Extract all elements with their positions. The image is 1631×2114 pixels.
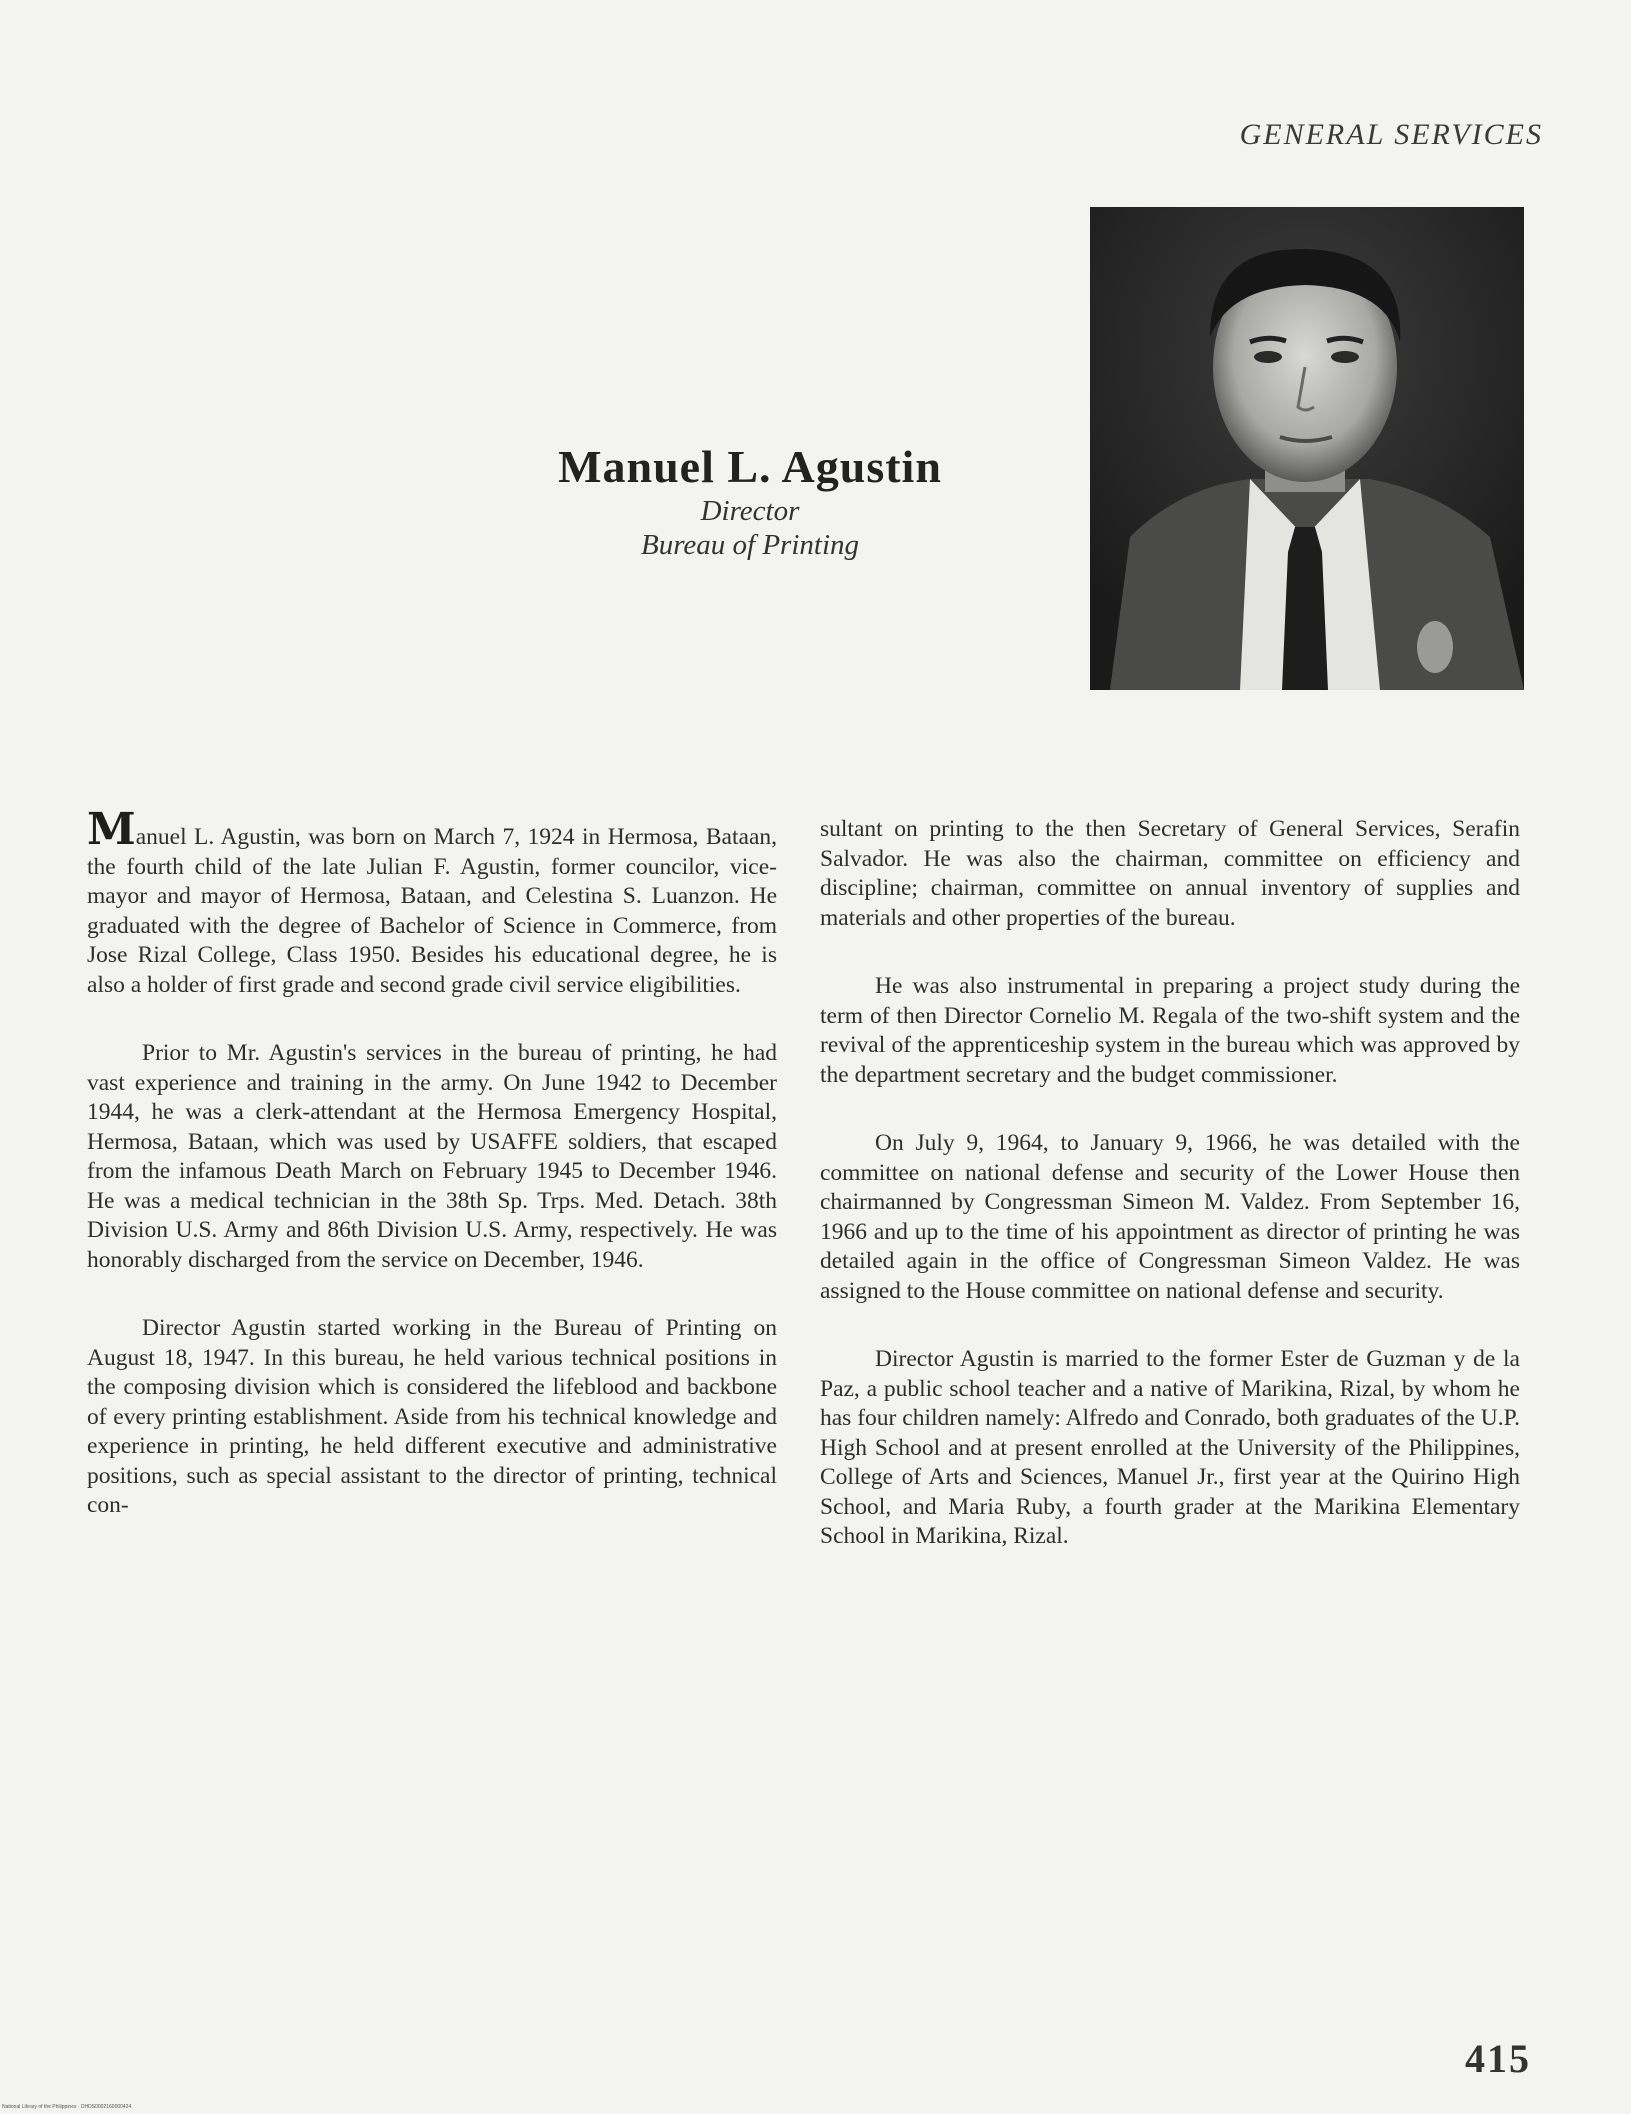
paragraph: On July 9, 1964, to January 9, 1966, he was detailed with the committee on national defense and security of the Lower House then chairmanned by Congressman Simeon M. Valdez. From September 16, 1966 and up to the time of his appointment as director of printing he was detailed again in the office of Congressman Simeon Valdez. He was assigned to the House committee on national defense and security. [820,1130,1520,1304]
paragraph: Prior to Mr. Agustin's services in the bureau of printing, he had vast experience and training in the army. On June 1942 to December 1944, he was a clerk-attendant at the Hermosa Emergency Hospital, Hermosa, Bataan, which was used by USAFFE soldiers, that escaped from the infamous Death March on February 1945 to December 1946. He was a medical technician in the 38th Sp. Trps. Med. Detach. 38th Division U.S. Army and 86th Division U.S. Army, respectively. He was honorably discharged from the service on December, 1946. [87,1040,777,1273]
section-header: GENERAL SERVICES [1239,118,1543,151]
portrait-photo [1090,207,1524,690]
paragraph: Director Agustin is married to the former Ester de Guzman y de la Paz, a public school teacher and a native of Marikina, Rizal, by whom he has four children namely: Alfredo and Conrado, both graduates of the U.P. High School and at present enrolled at the University of the Philippines, College of Arts and Sciences, Manuel Jr., first year at the Quirino High School, and Maria Ruby, a fourth grader at the Marikina Elementary School in Marikina, Rizal. [820,1346,1520,1549]
person-name: Manuel L. Agustin [558,441,942,492]
paragraph: He was also instrumental in preparing a project study during the term of then Director Cornelio M. Regala of the two-shift system and the revival of the apprenticeship system in the bureau which was approved by the department secretary and the budget commissioner. [820,973,1520,1088]
portrait-image [1090,207,1524,690]
page-number: 415 [1465,2036,1531,2081]
right-column [820,815,1520,1591]
paragraph [87,804,777,1000]
name-block [500,440,1000,562]
paragraph: sultant on printing to the then Secretary of General Services, Serafin Salvador. He was also the chairman, committee on efficiency and discipline; chairman, committee on annual inventory of supplies and materials and other properties of the bureau. [820,816,1520,931]
paragraph: Director Agustin started working in the Bureau of Printing on August 18, 1947. In this bureau, he held various technical positions in the composing division which is considered the lifeblood and backbone of every printing establishment. Aside from his technical knowledge and experience in printing, he held different executive and administrative positions, such as special assistant to the director of printing, technical con- [87,1315,777,1518]
paragraph-text: anuel L. Agustin, was born on March 7, 1924 in Hermosa, Bataan, the fourth child of the late Julian F. Agustin, former councilor, vice-mayor and mayor of Hermosa, Bataan, and Celestina S. Luanzon. He graduated with the degree of Bachelor of Science in Commerce, from Jose Rizal College, Class 1950. Besides his educational degree, he is also a holder of first grade and second grade civil service eligibilities. [87,824,777,998]
person-title: Director [700,495,800,527]
person-organization: Bureau of Printing [640,529,860,561]
drop-cap: M [87,804,136,855]
footer-credit: National Library of the Philippines · DHDS0002160000424 [2,2104,132,2110]
left-column [87,804,777,1560]
